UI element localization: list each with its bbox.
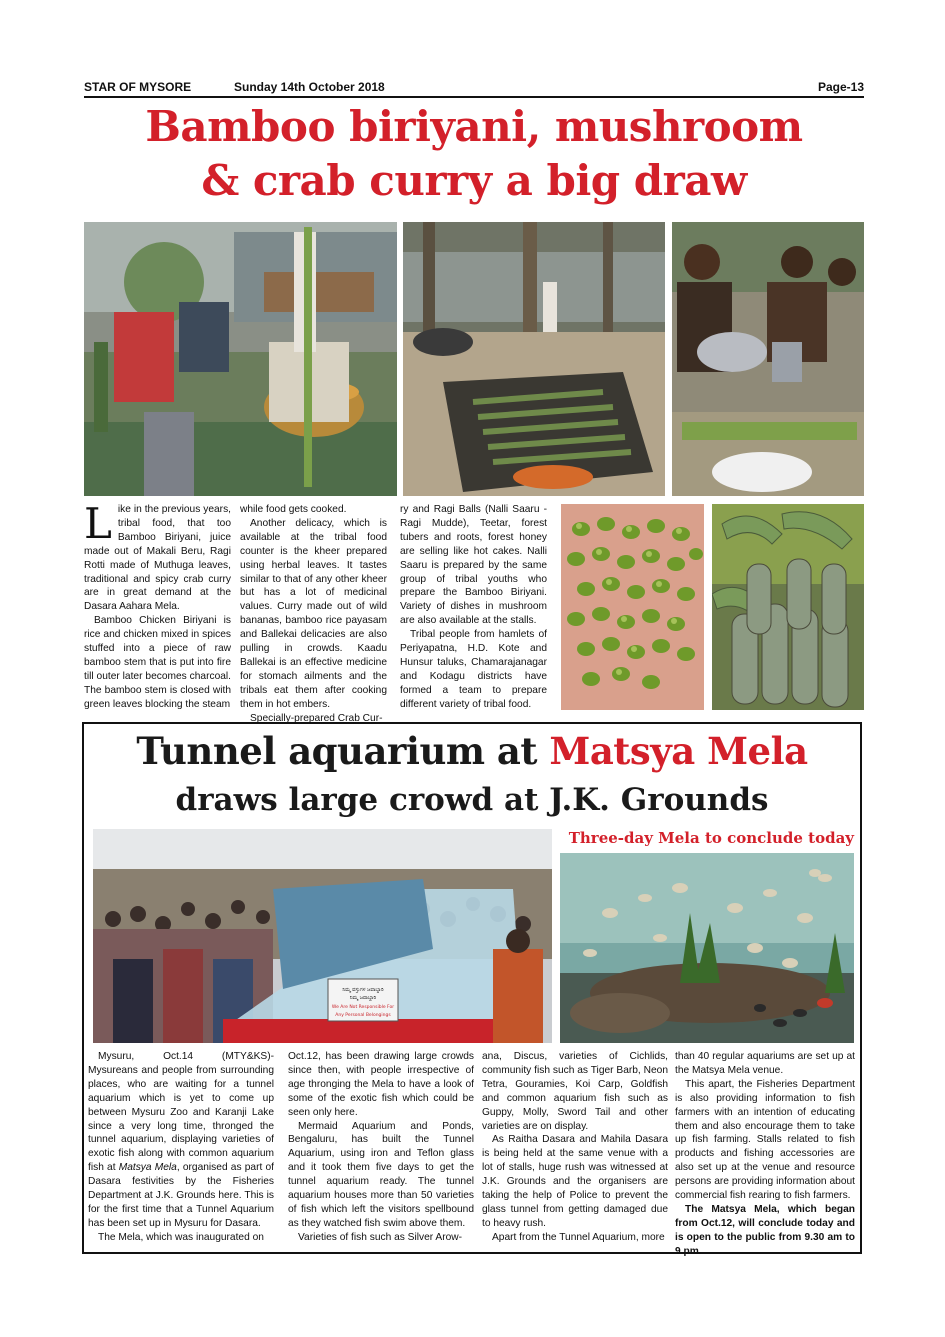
story1-col2-para1: while food gets cooked. <box>240 504 347 515</box>
sign-line-3: We Are Not Responsible For <box>331 1005 395 1010</box>
photo-tunnel-aquarium-crowd <box>93 829 552 1043</box>
story2-col4-para3: The Matsya Mela, which began from Oct.12, will conclude today and is open to the public from 9.30 am to 9 pm. <box>675 1203 855 1257</box>
sign-line-1: ನಿಮ್ಮ ವಸ್ತುಗಳ ಜವಾಬ್ದಾರಿ <box>342 987 384 993</box>
story1-column-3 <box>400 503 547 713</box>
story2-col3-para3: Apart from the Tunnel Aquarium, more <box>492 1231 665 1243</box>
story1-column-1 <box>84 499 231 713</box>
story2-col1-para1: Mysuru, Oct.14 (MTY&KS)- Mysureans and people from surrounding places, who are waiting for a tunnel aquarium which is yet to come up between Mysuru Zoo and Karanji Lake since a very long time, thronged the tunnel aquarium, displaying varieties of exotic fish along with common aquarium fish at <box>88 1051 274 1174</box>
story2-col2-para3: Varieties of fish such as Silver Arow- <box>298 1231 463 1243</box>
story1-col1-para2: Bamboo Chicken Biriyani is rice and chicken mixed in spices stuffed into a piece of raw bamboo stem that is put into fire till outer later becomes charcoal. The bamboo stem is closed with green leaves blocking the steam <box>84 615 231 710</box>
story1-headline <box>84 100 864 208</box>
story2-column-2 <box>288 1050 474 1250</box>
photo-tribal-youths-preparing <box>672 222 864 496</box>
masthead <box>84 78 864 96</box>
issue-date: Sunday 14th October 2018 <box>234 80 385 94</box>
story2-col1-para1b: , organised as part of Dasara festivities by the Fisheries Department at J.K. Grounds here. This is for the first time that a Tunnel Aquarium has been set up in Mysuru for Dasara. <box>88 1162 274 1229</box>
story2-column-1 <box>88 1050 274 1250</box>
story2-column-4 <box>675 1050 855 1257</box>
publication-name: STAR OF MYSORE <box>84 80 192 94</box>
story2-headline-line1 <box>84 726 860 776</box>
sign-line-2: ನಿಮ್ಮ ಜವಾಬ್ದಾರಿ <box>349 995 377 1001</box>
photo-wild-bananas <box>712 504 864 710</box>
story1-col3-para1: ry and Ragi Balls (Nalli Saaru - Ragi Mudde), Teetar, forest tubers and roots, forest honey are selling like hot cakes. Nalli Saaru is prepared by the same group of tribal youths who prepare the Bamboo Biriyani. Variety of dishes in mushroom are also available at the stalls. <box>400 504 547 627</box>
story1-column-2 <box>240 503 387 724</box>
photo-aquarium-fish <box>560 853 854 1043</box>
story2-subheadline: Three-day Mela to conclude today <box>568 829 854 847</box>
story1-col2-para2: Another delicacy, which is available at the tribal food counter is the kheer prepared using herbal leaves. It tastes similar to that of any other kheer but has a lot of medicinal values. Curry made out of wild bananas, bamboo rice payasam and Ballekai delicacies are also pulling in crowds. Kaadu Ballekai is an effective medicine for stomach ailments and the tribals eat them after cooking them in hot embers. <box>240 517 387 710</box>
story2-col4-para2: This apart, the Fisheries Department is also providing information to fish farmers with an intention of educating them and also encourage them to take up fish farming. Stalls related to fish products and fishing accessories are also set up at the venue and resource persons are providing information about commercial fish rearing to fish farmers. <box>675 1078 855 1202</box>
story2-col1-emphasis: Matsya Mela <box>118 1162 177 1174</box>
story1-col2-para3: Specially-prepared Crab Cur- <box>250 712 383 724</box>
story2-col2-para1: Oct.12, has been drawing large crowds since then, with people irrespective of age thronging the Mela to have a look of some of the exotic fish which could be seen only here. <box>288 1051 474 1118</box>
photo-bamboo-biriyani-cooking <box>84 222 397 496</box>
story1-col3-para2: Tribal people from hamlets of Periyapatna, H.D. Kote and Hunsur taluks, Chamarajanagar and Kodagu districts have formed a team to prepare different variety of tribal food. <box>400 629 547 710</box>
story2-column-3 <box>482 1050 668 1250</box>
story2-col3-para1: ana, Discus, varieties of Cichlids, community fish such as Tiger Barb, Neon Tetra, Gouramies, Koi Carp, Goldfish and common aquarium fish such as Guppy, Molly, Sword Tail and other varieties are on display. <box>482 1051 668 1132</box>
story1-dropcap: L <box>84 499 112 548</box>
story1-headline-line1: Bamboo biriyani, mushroom <box>145 102 803 151</box>
masthead-rule <box>84 96 864 98</box>
story2-headline-line2: draws large crowd at J.K. Grounds <box>175 782 769 818</box>
sign-line-4: Any Personal Belongings <box>335 1013 391 1018</box>
story2-headline-highlight: Matsya Mela <box>549 729 808 773</box>
story2-col4-para1: than 40 regular aquariums are set up at the Matsya Mela venue. <box>675 1051 855 1076</box>
story2-col3-para2: As Raitha Dasara and Mahila Dasara is being held at the same venue with a lot of stalls, huge rush was witnessed at J.K. Grounds and the organisers are taking the help of Police to prevent the glass tunnel from getting damaged due to heavy rush. <box>482 1134 668 1229</box>
story1-headline-line2: & crab curry a big draw <box>201 156 747 205</box>
photo-bamboo-grill <box>403 222 665 496</box>
photo-wild-berries <box>561 504 704 710</box>
story2-headline-part1: Tunnel aquarium at <box>136 729 550 773</box>
story2-col1-para2: The Mela, which was inaugurated on <box>98 1231 264 1243</box>
story1-col1-para1: ike in the previous years, tribal food, that too Bamboo Biriyani, juice made out of Makali Beru, Ragi Rotti made of Muthuga leaves, traditional and spicy crab curry are in great demand at the Dasara Aahara Mela. <box>84 504 231 613</box>
story2-col2-para2: Mermaid Aquarium and Ponds, Bengaluru, has built the Tunnel Aquarium, using iron and Teflon glass and it took them five days to get the tunnel aquarium ready. The tunnel aquarium houses more than 50 varieties of fish which left the visitors spellbound as they watched fish swim above them. <box>288 1120 474 1229</box>
page-number: Page-13 <box>817 80 864 94</box>
